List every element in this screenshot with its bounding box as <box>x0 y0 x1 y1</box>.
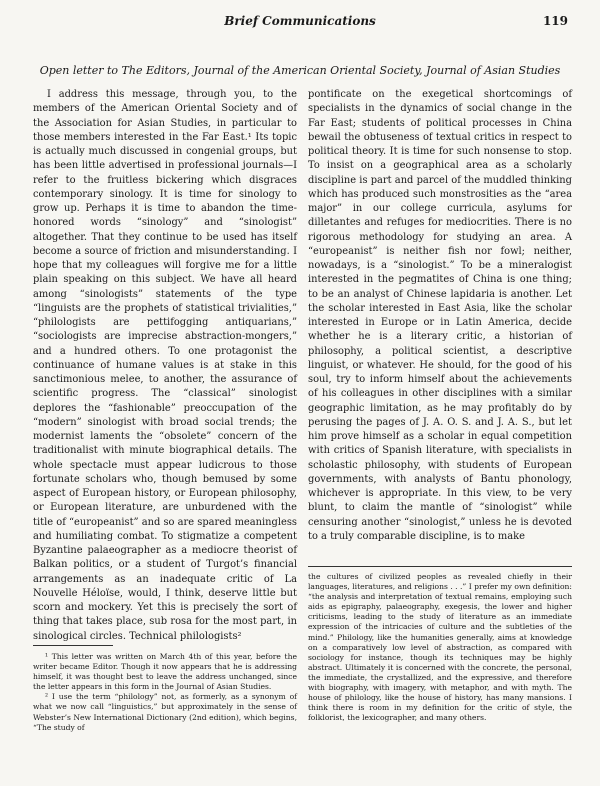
footnote-2-continued <box>308 572 572 723</box>
body-paragraph-left: I address this message, through you, to the members of the American Oriental Society and of the Association for Asian Studies, in particular to those members interested in the Far East.¹ Its topic is actually much discussed in congenial groups, but has been little advertised in professional journals—I refer to the fruitless bickering which disgraces contemporary sinology. It is time for sinology to grow up. Perhaps it is time to abandon the time-honored words “sinology” and “sinologist” altogether. That they continue to be used has itself become a source of friction and misunderstanding. I hope that my colleagues will forgive me for a little plain speaking on this subject. We have all heard among “sinologists” statements of the type “linguists are the prophets of statistical trivialities,” “philologists are pettifogging antiquarians,” “sociologists are imprecise abstraction-mongers,” and a hundred others. To one protagonist the continuance of humane values is at stake in this sanctimonious melee, to another, the assurance of scientific progress. The “classical” sinologist deplores the “fashionable” preoccupation of the “modern” sinologist with broad social trends; the modernist laments the “obsolete” concern of the traditionalist with minute biographical details. The whole spectacle must appear ludicrous to those fortunate scholars who, though bemused by some aspect of European history, or European philosophy, or European literature, are unburdened with the title of “europeanist” and so are spared meaningless and humiliating combat. To stigmatize a competent Byzantine palaeographer as a mediocre theorist of Balkan politics, or a student of Turgot’s financial arrangements as an inadequate critic of La Nouvelle Héloïse, would, I think, deserve little but scorn and mockery. Yet this is precisely the sort of thing that takes place, sub rosa for the most part, in sinological circles. Technical philologists² <box>33 89 297 642</box>
body-column-left <box>33 88 297 642</box>
body-paragraph-right: pontificate on the exegetical shortcomings of specialists in the dynamics of social change in the Far East; students of political processes in China bewail the obtuseness of textual critics in respect to political theory. It is time for such nonsense to stop. To insist on a geographical area as a scholarly discipline is part and parcel of the muddled thinking which has produced such monstrosities as the “area major” in our college curricula, asylums for dilletantes and refuges for mediocrities. There is no rigorous methodology for studying an area. A “europeanist” is neither fish nor fowl; neither, nowadays, is a “sinologist.” To be a mineralogist interested in the pegmatites of China is one thing; to be an analyst of Chinese lapidaria is another. Let the scholar interested in East Asia, like the scholar interested in Europe or in Latin America, decide whether he is a literary critic, a historian of philosophy, a political scientist, a descriptive linguist, or whatever. He should, for the good of his soul, try to inform himself about the achievements of his colleagues in other disciplines with a similar geographic limitation, as he may profitably do by perusing the pages of J. A. O. S. and J. A. S., but let him prove himself as a scholar in equal competition with critics of Spanish literature, with specialists in scholastic philosophy, with students of European governments, with analysts of Bantu phonology, whichever is appropriate. In this view, to be very blunt, to claim the mantle of “sinologist” while censuring another “sinologist,” unless he is devoted to a truly comparable discipline, is to make <box>308 89 572 542</box>
letter-title: Open letter to The Editors, Journal of the American Oriental Society, Journal of Asian Studies <box>39 64 561 77</box>
footnote-2-continued-text: the cultures of civilized peoples as revealed chiefly in their languages, literatures, and religions . . .” I prefer my own definition: “the analysis and interpretation of textual remains, employing such aids as epigraphy, palaeography, exegesis, the lower and higher criticisms, leading to the study of literature as an immediate expression of the intricacies of culture and the subtleties of the mind.” Philology, like the humanities generally, aims at knowledge on a comparatively low level of abstraction, as compared with sociology for instance, though its techniques may be highly abstract. Ultimately it is concerned with the concrete, the personal, the immediate, the crystallized, and the expressive, and therefore with biography, with imagery, with metaphor, and with myth. The house of philology, like the house of history, has many mansions. I think there is room in my definition for the critic of style, the folklorist, the lexicographer, and many others. <box>308 572 572 723</box>
running-title: Brief Communications <box>224 14 376 28</box>
footnote-divider-right <box>308 566 572 567</box>
footnote-2: ² I use the term “philology” not, as formerly, as a synonym of what we now call “linguistics,” but approximately in the sense of Webster’s New International Dictionary (2nd edition), which begins, “The study of <box>33 692 297 732</box>
body-column-right <box>308 88 572 560</box>
footnotes-left <box>33 652 297 733</box>
page-number: 119 <box>542 14 568 28</box>
footnote-divider-left <box>33 645 113 646</box>
footnote-1: ¹ This letter was written on March 4th of this year, before the writer became Editor. Though it now appears that he is addressing himself, it was thought best to leave the address unchanged, since the letter appears in this form in the Journal of Asian Studies. <box>33 652 297 692</box>
